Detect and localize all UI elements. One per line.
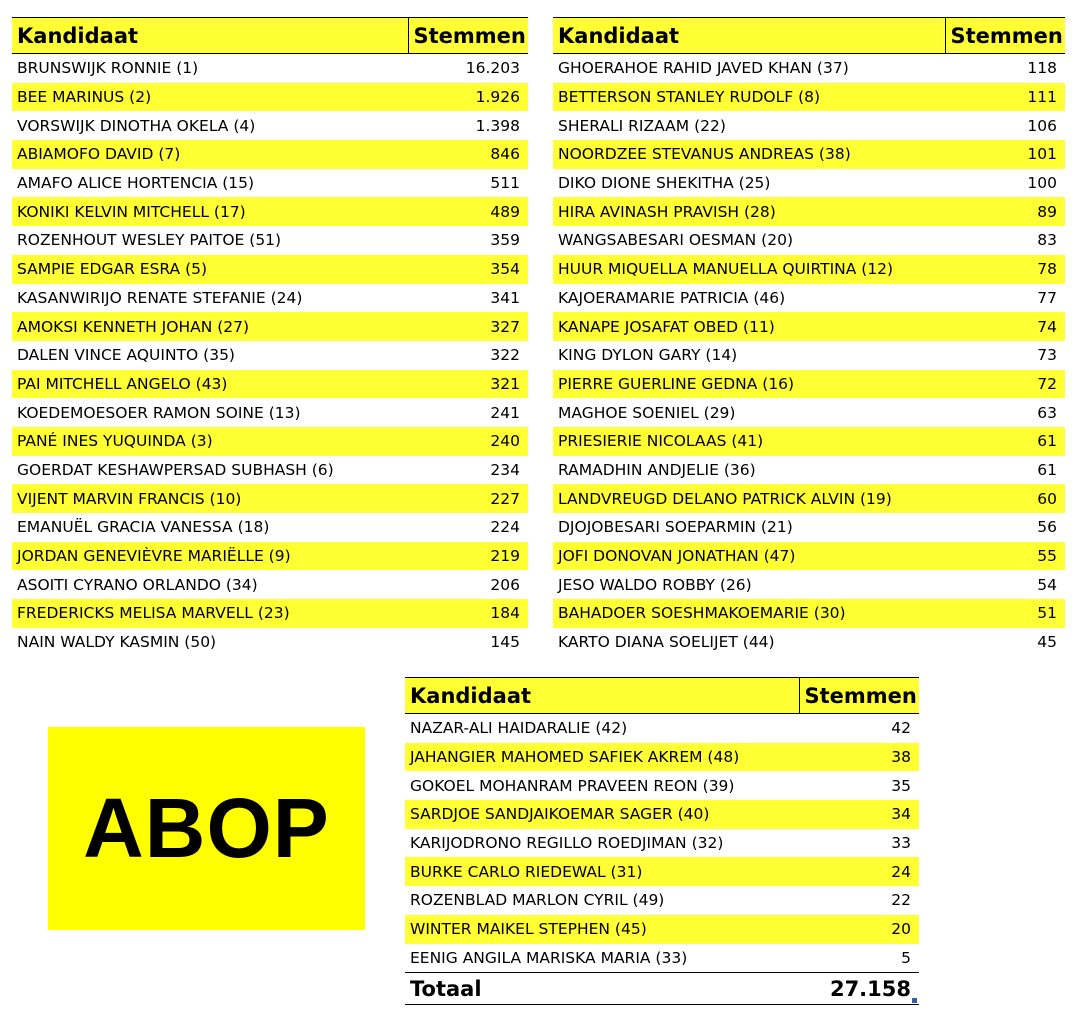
candidate-votes: 33 xyxy=(891,834,911,853)
candidate-votes: 74 xyxy=(945,312,1065,341)
candidate-name: GHOERAHOE RAHID JAVED KHAN (37) xyxy=(558,59,849,78)
candidate-name: PRIESIERIE NICOLAAS (41) xyxy=(553,427,945,456)
candidate-votes: 1.398 xyxy=(475,116,520,135)
candidate-votes: 846 xyxy=(408,140,528,169)
table-row xyxy=(553,513,1065,542)
results-table-1 xyxy=(12,17,528,656)
candidate-votes: 341 xyxy=(490,288,520,307)
table-row xyxy=(12,341,528,370)
candidate-name: EENIG ANGILA MARISKA MARIA (33) xyxy=(410,948,688,967)
candidate-votes: 1.926 xyxy=(408,83,528,112)
table-row xyxy=(553,398,1065,427)
table-row xyxy=(12,599,528,628)
candidate-votes: 61 xyxy=(1037,460,1057,479)
table-row xyxy=(12,169,528,198)
table-row xyxy=(405,944,919,973)
results-table-3 xyxy=(405,677,919,1005)
table-row xyxy=(12,542,528,571)
candidate-name: JORDAN GENEVIÈVRE MARIËLLE (9) xyxy=(12,542,408,571)
header-row xyxy=(405,678,919,714)
candidate-name: GOKOEL MOHANRAM PRAVEEN REON (39) xyxy=(410,776,735,795)
candidate-name: KANAPE JOSAFAT OBED (11) xyxy=(553,312,945,341)
candidate-name: BAHADOER SOESHMAKOEMARIE (30) xyxy=(553,599,945,628)
candidate-votes: 206 xyxy=(490,575,520,594)
table-row xyxy=(12,484,528,513)
table-row xyxy=(12,628,528,657)
candidate-votes: 321 xyxy=(408,370,528,399)
candidate-votes: 22 xyxy=(891,891,911,910)
candidate-name: DJOJOBESARI SOEPARMIN (21) xyxy=(558,518,793,537)
candidate-name: KARIJODRONO REGILLO ROEDJIMAN (32) xyxy=(410,834,724,853)
table-row xyxy=(553,341,1065,370)
candidate-votes: 100 xyxy=(1027,174,1057,193)
header-candidate: Kandidaat xyxy=(553,18,945,54)
candidate-votes: 51 xyxy=(945,599,1065,628)
candidate-votes: 145 xyxy=(490,633,520,652)
candidate-votes: 354 xyxy=(408,255,528,284)
total-label: Totaal xyxy=(405,973,799,1005)
candidate-name: ABIAMOFO DAVID (7) xyxy=(12,140,408,169)
candidate-name: BRUNSWIJK RONNIE (1) xyxy=(17,59,199,78)
table-row xyxy=(12,226,528,255)
candidate-name: KAJOERAMARIE PATRICIA (46) xyxy=(558,288,786,307)
candidate-name: ROZENHOUT WESLEY PAITOE (51) xyxy=(17,231,282,250)
candidate-votes: 111 xyxy=(945,83,1065,112)
cell-resize-handle xyxy=(912,998,917,1003)
candidate-votes: 61 xyxy=(945,427,1065,456)
candidate-votes: 184 xyxy=(408,599,528,628)
table-row xyxy=(553,599,1065,628)
table-row xyxy=(405,714,919,743)
candidate-votes: 106 xyxy=(1027,116,1057,135)
candidate-votes: 118 xyxy=(1027,59,1057,78)
candidate-votes: 78 xyxy=(945,255,1065,284)
abop-logo: ABOP xyxy=(48,727,365,930)
table-row xyxy=(12,513,528,542)
results-table-2 xyxy=(553,17,1065,656)
candidate-name: NOORDZEE STEVANUS ANDREAS (38) xyxy=(553,140,945,169)
table-row xyxy=(553,140,1065,169)
table-row xyxy=(553,197,1065,226)
candidate-name: KING DYLON GARY (14) xyxy=(558,346,738,365)
candidate-name: FREDERICKS MELISA MARVELL (23) xyxy=(12,599,408,628)
table-row xyxy=(553,484,1065,513)
candidate-name: WANGSABESARI OESMAN (20) xyxy=(558,231,793,250)
candidate-name: BEE MARINUS (2) xyxy=(12,83,408,112)
table-row xyxy=(553,370,1065,399)
candidate-votes: 327 xyxy=(408,312,528,341)
table-row xyxy=(553,284,1065,313)
candidate-name: JOFI DONOVAN JONATHAN (47) xyxy=(553,542,945,571)
table-row xyxy=(553,628,1065,657)
candidate-name: NAIN WALDY KASMIN (50) xyxy=(17,633,217,652)
header-candidate: Kandidaat xyxy=(405,678,799,714)
candidate-votes: 227 xyxy=(408,484,528,513)
candidate-votes: 219 xyxy=(408,542,528,571)
candidate-name: ROZENBLAD MARLON CYRIL (49) xyxy=(410,891,665,910)
header-row xyxy=(553,18,1065,54)
candidate-votes: 89 xyxy=(945,197,1065,226)
candidate-name: JESO WALDO ROBBY (26) xyxy=(558,575,752,594)
table-row xyxy=(12,312,528,341)
candidate-votes: 34 xyxy=(799,800,919,829)
candidate-votes: 45 xyxy=(1037,633,1057,652)
candidate-votes: 16.203 xyxy=(465,59,520,78)
candidate-votes: 322 xyxy=(490,346,520,365)
candidate-votes: 38 xyxy=(799,743,919,772)
table-row xyxy=(405,915,919,944)
table-row xyxy=(12,83,528,112)
candidate-votes: 63 xyxy=(1037,403,1057,422)
candidate-votes: 359 xyxy=(490,231,520,250)
candidate-votes: 55 xyxy=(945,542,1065,571)
candidate-name: SAMPIE EDGAR ESRA (5) xyxy=(12,255,408,284)
table-row xyxy=(553,456,1065,485)
candidate-votes: 224 xyxy=(490,518,520,537)
candidate-votes: 42 xyxy=(891,719,911,738)
table-row xyxy=(553,312,1065,341)
candidate-name: VORSWIJK DINOTHA OKELA (4) xyxy=(17,116,256,135)
table-row xyxy=(553,54,1065,83)
candidate-name: RAMADHIN ANDJELIE (36) xyxy=(558,460,756,479)
candidate-name: HIRA AVINASH PRAVISH (28) xyxy=(553,197,945,226)
table-row xyxy=(405,857,919,886)
table-row xyxy=(405,886,919,915)
table-row xyxy=(12,570,528,599)
candidate-name: SARDJOE SANDJAIKOEMAR SAGER (40) xyxy=(405,800,799,829)
candidate-votes: 54 xyxy=(1037,575,1057,594)
candidate-name: BETTERSON STANLEY RUDOLF (8) xyxy=(553,83,945,112)
table-row xyxy=(405,800,919,829)
total-row xyxy=(405,973,919,1005)
candidate-name: PAI MITCHELL ANGELO (43) xyxy=(12,370,408,399)
candidate-name: KASANWIRIJO RENATE STEFANIE (24) xyxy=(17,288,303,307)
table-row xyxy=(405,829,919,858)
candidate-votes: 511 xyxy=(490,174,520,193)
candidate-name: KARTO DIANA SOELIJET (44) xyxy=(558,633,775,652)
candidate-name: SHERALI RIZAAM (22) xyxy=(558,116,726,135)
table-row xyxy=(12,197,528,226)
table-row xyxy=(12,54,528,83)
candidate-votes: 73 xyxy=(1037,346,1057,365)
table-row xyxy=(553,83,1065,112)
candidate-name: NAZAR-ALI HAIDARALIE (42) xyxy=(410,719,628,738)
table-row xyxy=(405,743,919,772)
candidate-votes: 56 xyxy=(1037,518,1057,537)
candidate-name: ASOITI CYRANO ORLANDO (34) xyxy=(17,575,258,594)
candidate-votes: 60 xyxy=(945,484,1065,513)
table-row xyxy=(405,771,919,800)
candidate-name: EMANUËL GRACIA VANESSA (18) xyxy=(17,518,270,537)
candidate-name: PIERRE GUERLINE GEDNA (16) xyxy=(553,370,945,399)
table-row xyxy=(12,255,528,284)
candidate-name: BURKE CARLO RIEDEWAL (31) xyxy=(405,857,799,886)
candidate-votes: 72 xyxy=(945,370,1065,399)
candidate-name: KOEDEMOESOER RAMON SOINE (13) xyxy=(17,403,301,422)
table-row xyxy=(553,226,1065,255)
candidate-votes: 35 xyxy=(891,776,911,795)
table-row xyxy=(553,255,1065,284)
candidate-votes: 234 xyxy=(490,460,520,479)
candidate-name: VIJENT MARVIN FRANCIS (10) xyxy=(12,484,408,513)
candidate-votes: 489 xyxy=(408,197,528,226)
candidate-name: MAGHOE SOENIEL (29) xyxy=(558,403,736,422)
candidate-votes: 240 xyxy=(408,427,528,456)
candidate-name: LANDVREUGD DELANO PATRICK ALVIN (19) xyxy=(553,484,945,513)
header-votes: Stemmen xyxy=(799,678,919,714)
candidate-name: JAHANGIER MAHOMED SAFIEK AKREM (48) xyxy=(405,743,799,772)
candidate-name: KONIKI KELVIN MITCHELL (17) xyxy=(12,197,408,226)
table-row xyxy=(12,427,528,456)
candidate-name: AMOKSI KENNETH JOHAN (27) xyxy=(12,312,408,341)
candidate-votes: 20 xyxy=(799,915,919,944)
header-votes: Stemmen xyxy=(945,18,1065,54)
table-row xyxy=(12,398,528,427)
table-row xyxy=(12,370,528,399)
table-row xyxy=(553,111,1065,140)
candidate-name: GOERDAT KESHAWPERSAD SUBHASH (6) xyxy=(17,460,334,479)
candidate-name: PANÉ INES YUQUINDA (3) xyxy=(12,427,408,456)
table-row xyxy=(12,111,528,140)
candidate-name: WINTER MAIKEL STEPHEN (45) xyxy=(405,915,799,944)
candidate-name: HUUR MIQUELLA MANUELLA QUIRTINA (12) xyxy=(553,255,945,284)
header-row xyxy=(12,18,528,54)
candidate-name: DIKO DIONE SHEKITHA (25) xyxy=(558,174,771,193)
candidate-name: AMAFO ALICE HORTENCIA (15) xyxy=(17,174,255,193)
total-votes: 27.158 xyxy=(799,973,919,1005)
candidate-votes: 241 xyxy=(490,403,520,422)
candidate-votes: 5 xyxy=(901,948,911,967)
table-row xyxy=(12,456,528,485)
candidate-votes: 101 xyxy=(945,140,1065,169)
table-row xyxy=(553,570,1065,599)
table-row xyxy=(553,542,1065,571)
candidate-votes: 83 xyxy=(1037,231,1057,250)
header-votes: Stemmen xyxy=(408,18,528,54)
table-row xyxy=(553,169,1065,198)
table-row xyxy=(12,284,528,313)
candidate-votes: 24 xyxy=(799,857,919,886)
candidate-name: DALEN VINCE AQUINTO (35) xyxy=(17,346,235,365)
table-row xyxy=(12,140,528,169)
table-row xyxy=(553,427,1065,456)
header-candidate: Kandidaat xyxy=(12,18,408,54)
candidate-votes: 77 xyxy=(1037,288,1057,307)
